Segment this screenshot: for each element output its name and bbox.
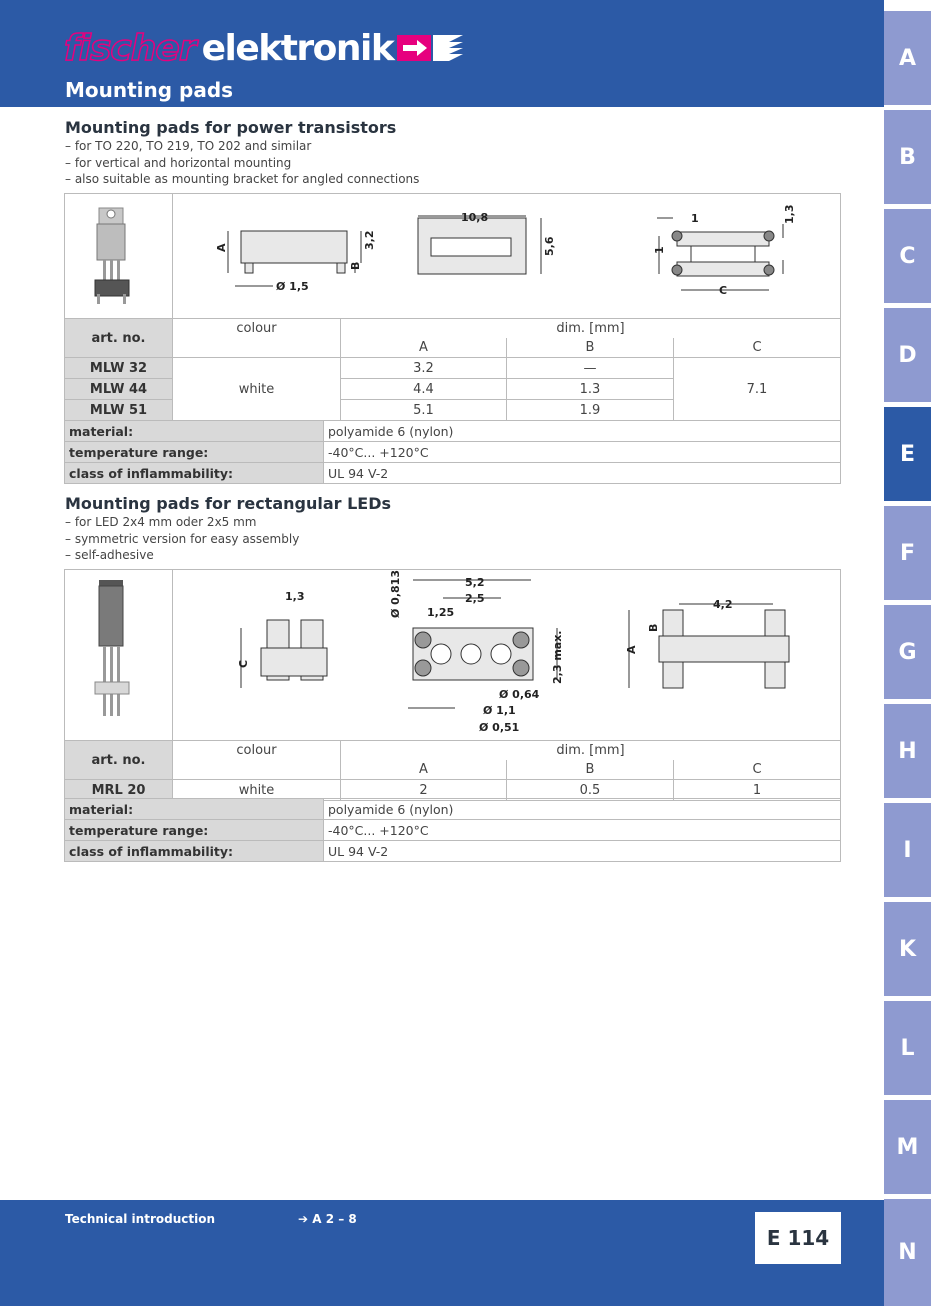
dim-label-3-2: 3,2	[363, 230, 376, 250]
dim-label-a: A	[215, 243, 228, 252]
colour-value: white	[173, 780, 341, 801]
product-photo-mlw	[65, 194, 173, 319]
spec-value: UL 94 V-2	[324, 463, 841, 484]
tab-h[interactable]: H	[884, 704, 931, 798]
footer-reference-link[interactable]: ➔ A 2 – 8	[298, 1212, 357, 1226]
dim-label-2-5: 2,5	[465, 592, 485, 605]
spec-row	[65, 820, 841, 841]
spec-value: polyamide 6 (nylon)	[324, 421, 841, 442]
led-photo-icon	[65, 570, 172, 736]
dim-label-1-3: 1,3	[285, 590, 305, 603]
dim-c-value: 1	[674, 780, 841, 801]
tab-a[interactable]: A	[884, 11, 931, 105]
logo-elektronik-text: elektronik	[201, 27, 394, 69]
dim-b-value: —	[507, 358, 674, 379]
dim-a-value: 4.4	[341, 379, 507, 400]
spec-row	[65, 421, 841, 442]
product-photo-mrl	[65, 570, 173, 741]
dim-label-5-6: 5,6	[543, 236, 556, 256]
section2-bullets	[65, 514, 299, 564]
dim-label-dia-1-5: Ø 1,5	[276, 280, 309, 293]
tab-l[interactable]: L	[884, 1001, 931, 1095]
tab-e[interactable]: E	[884, 407, 931, 501]
header-dim-b: B	[507, 760, 674, 780]
dim-a-value: 2	[341, 780, 507, 801]
fischer-elektronik-logo	[64, 28, 465, 68]
header-colour: colour	[173, 319, 341, 358]
section2-title: Mounting pads for rectangular LEDs	[65, 494, 392, 513]
art-no: MLW 44	[65, 379, 173, 400]
spec-row	[65, 841, 841, 862]
dim-label-b: B	[349, 261, 362, 270]
dim-label-dia-0-813: Ø 0,813	[389, 570, 402, 618]
dim-label-c: C	[237, 659, 250, 668]
colour-value: white	[173, 358, 341, 421]
section1-title: Mounting pads for power transistors	[65, 118, 397, 137]
footer-technical-introduction[interactable]: Technical introduction	[65, 1212, 215, 1226]
page-title: Mounting pads	[65, 78, 234, 102]
section1-bullets	[65, 138, 419, 188]
section2-drawings	[173, 570, 841, 741]
dim-label-5-2: 5,2	[465, 576, 485, 589]
bullet: – self-adhesive	[65, 547, 299, 564]
dim-label-1-25: 1,25	[427, 606, 455, 619]
dim-label-a: A	[625, 645, 638, 654]
header-colour: colour	[173, 741, 341, 780]
header-art-no: art. no.	[65, 319, 173, 358]
section2-specs	[64, 798, 841, 862]
tab-g[interactable]: G	[884, 605, 931, 699]
dim-label-1-3: 1,3	[783, 204, 796, 224]
tab-i[interactable]: I	[884, 803, 931, 897]
page-number: E 114	[755, 1212, 841, 1264]
bullet: – for TO 220, TO 219, TO 202 and similar	[65, 138, 419, 155]
dim-b-value: 0.5	[507, 780, 674, 801]
dim-label-4-2: 4,2	[713, 598, 733, 611]
logo-arrow-icon	[397, 31, 465, 65]
art-no: MLW 51	[65, 400, 173, 421]
dim-a-value: 5.1	[341, 400, 507, 421]
tab-f[interactable]: F	[884, 506, 931, 600]
spec-value: -40°C... +120°C	[324, 442, 841, 463]
dim-label-dia-0-64: Ø 0,64	[499, 688, 540, 701]
art-no: MRL 20	[65, 780, 173, 801]
dim-b-value: 1.9	[507, 400, 674, 421]
header-dim: dim. [mm]	[341, 741, 841, 760]
tab-b[interactable]: B	[884, 110, 931, 204]
spec-label: class of inflammability:	[65, 841, 324, 862]
section1-specs	[64, 420, 841, 484]
tab-d[interactable]: D	[884, 308, 931, 402]
dim-label-1-left: 1	[653, 246, 666, 254]
spec-row	[65, 799, 841, 820]
spec-value: UL 94 V-2	[324, 841, 841, 862]
header-dim: dim. [mm]	[341, 319, 841, 338]
section1-drawings	[173, 194, 841, 319]
dimension-drawing	[173, 194, 840, 314]
tab-k[interactable]: K	[884, 902, 931, 996]
header-dim-a: A	[341, 760, 507, 780]
bullet: – for vertical and horizontal mounting	[65, 155, 419, 172]
header-art-no: art. no.	[65, 741, 173, 780]
art-no: MLW 32	[65, 358, 173, 379]
spec-row	[65, 463, 841, 484]
spec-label: temperature range:	[65, 442, 324, 463]
dim-label-10-8: 10,8	[461, 211, 489, 224]
dim-label-b: B	[647, 623, 660, 632]
spec-label: class of inflammability:	[65, 463, 324, 484]
spec-value: -40°C... +120°C	[324, 820, 841, 841]
section1-table	[64, 193, 841, 421]
dim-label-dia-0-51: Ø 0,51	[479, 721, 520, 734]
tab-n[interactable]: N	[884, 1199, 931, 1306]
dim-a-value: 3.2	[341, 358, 507, 379]
header-dim-c: C	[674, 760, 841, 780]
bullet: – for LED 2x4 mm oder 2x5 mm	[65, 514, 299, 531]
bullet: – symmetric version for easy assembly	[65, 531, 299, 548]
dim-c-value: 7.1	[674, 358, 841, 421]
header-dim-c: C	[674, 338, 841, 358]
tab-c[interactable]: C	[884, 209, 931, 303]
dim-label-c: C	[719, 284, 728, 297]
dim-label-2-3-max: 2,3 max.	[551, 630, 564, 684]
bullet: – also suitable as mounting bracket for angled connections	[65, 171, 419, 188]
spec-label: material:	[65, 799, 324, 820]
logo-fischer-text: fischer	[64, 27, 196, 69]
header-dim-a: A	[341, 338, 507, 358]
dim-label-1-top: 1	[691, 212, 699, 225]
dim-label-dia-1-1: Ø 1,1	[483, 704, 516, 717]
header-dim-b: B	[507, 338, 674, 358]
dim-b-value: 1.3	[507, 379, 674, 400]
section2-table	[64, 569, 841, 801]
spec-value: polyamide 6 (nylon)	[324, 799, 841, 820]
tab-m[interactable]: M	[884, 1100, 931, 1194]
dimension-drawing	[173, 570, 840, 736]
transistor-photo-icon	[65, 194, 172, 314]
table-row	[65, 358, 841, 379]
spec-label: material:	[65, 421, 324, 442]
spec-label: temperature range:	[65, 820, 324, 841]
spec-row	[65, 442, 841, 463]
